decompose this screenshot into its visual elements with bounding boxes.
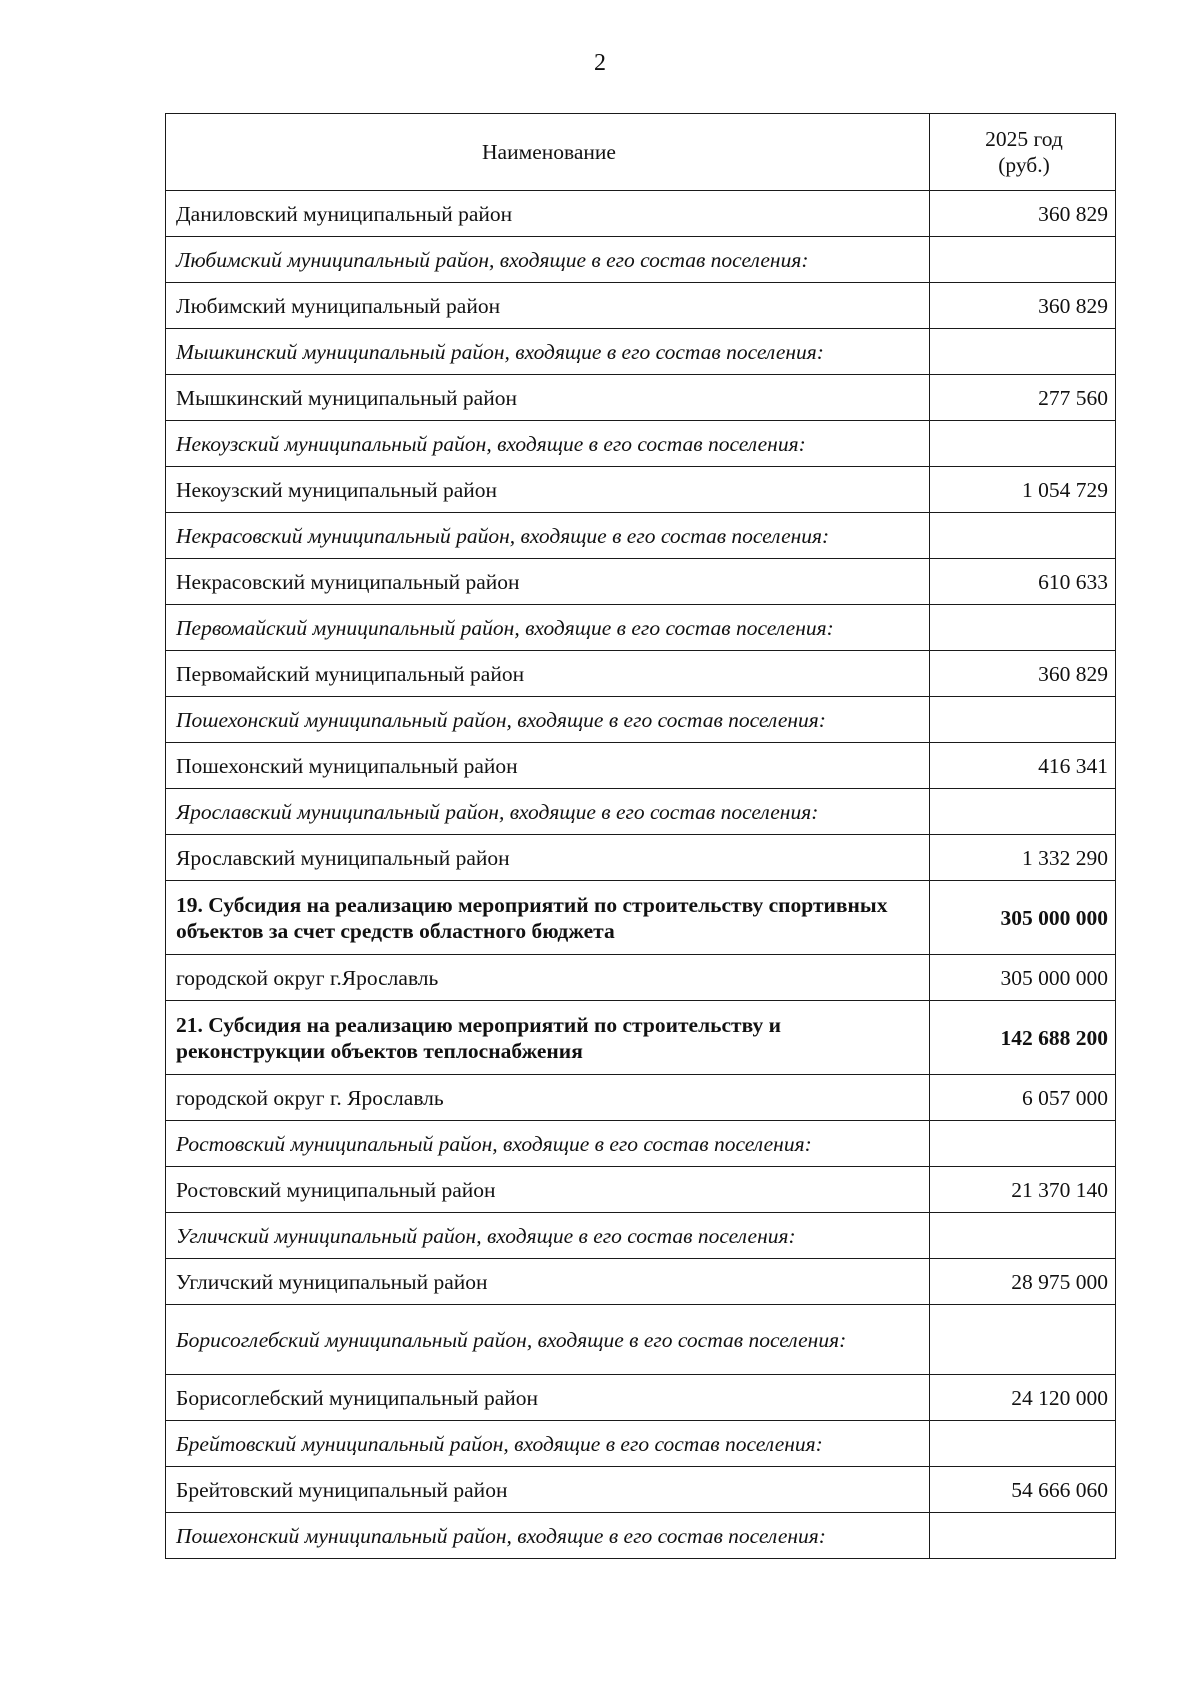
table-row (166, 743, 1116, 789)
table-row (166, 1467, 1116, 1513)
row-amount-cell: 305 000 000 (930, 955, 1116, 1001)
row-amount-cell: 360 829 (930, 283, 1116, 329)
row-name-cell: Ярославский муниципальный район (166, 835, 930, 881)
table-row (166, 191, 1116, 237)
table-row (166, 559, 1116, 605)
row-amount-cell (930, 1121, 1116, 1167)
row-name-cell: Угличский муниципальный район, входящие в его состав поселения: (166, 1213, 930, 1259)
row-name-cell: Пошехонский муниципальный район (166, 743, 930, 789)
row-amount-cell (930, 513, 1116, 559)
row-name-cell: 21. Субсидия на реализацию мероприятий по строительству и реконструкции объектов теплоснабжения (166, 1001, 930, 1075)
table-row (166, 955, 1116, 1001)
row-name-cell: Ростовский муниципальный район (166, 1167, 930, 1213)
table-row (166, 789, 1116, 835)
row-name-cell: 19. Субсидия на реализацию мероприятий по строительству спортивных объектов за счет средств областного бюджета (166, 881, 930, 955)
row-amount-cell: 360 829 (930, 191, 1116, 237)
table-row (166, 513, 1116, 559)
table-row (166, 1305, 1116, 1375)
row-amount-cell: 24 120 000 (930, 1375, 1116, 1421)
budget-table (165, 113, 1116, 1559)
table-row (166, 1421, 1116, 1467)
row-name-cell: Брейтовский муниципальный район, входящие в его состав поселения: (166, 1421, 930, 1467)
row-amount-cell: 142 688 200 (930, 1001, 1116, 1075)
table-row (166, 697, 1116, 743)
row-amount-cell: 6 057 000 (930, 1075, 1116, 1121)
table-row (166, 605, 1116, 651)
row-name-cell: Брейтовский муниципальный район (166, 1467, 930, 1513)
table-row (166, 651, 1116, 697)
row-amount-cell: 305 000 000 (930, 881, 1116, 955)
page-number: 2 (594, 50, 606, 76)
row-amount-cell (930, 789, 1116, 835)
table-row (166, 835, 1116, 881)
row-name-cell: Некоузский муниципальный район, входящие в его состав поселения: (166, 421, 930, 467)
row-name-cell: Первомайский муниципальный район (166, 651, 930, 697)
header-name: Наименование (166, 114, 930, 191)
row-name-cell: Даниловский муниципальный район (166, 191, 930, 237)
row-amount-cell: 54 666 060 (930, 1467, 1116, 1513)
table-row (166, 237, 1116, 283)
header-amount-year: 2025 год (985, 127, 1063, 151)
row-amount-cell: 28 975 000 (930, 1259, 1116, 1305)
table-row (166, 375, 1116, 421)
table-row (166, 467, 1116, 513)
row-name-cell: Борисоглебский муниципальный район, входящие в его состав поселения: (166, 1305, 930, 1375)
row-amount-cell (930, 1305, 1116, 1375)
row-name-cell: Ярославский муниципальный район, входящие в его состав поселения: (166, 789, 930, 835)
row-name-cell: Борисоглебский муниципальный район (166, 1375, 930, 1421)
header-amount-unit: (руб.) (998, 153, 1050, 177)
table-header-row (166, 114, 1116, 191)
row-name-cell: городской округ г.Ярославль (166, 955, 930, 1001)
table-body (166, 191, 1116, 1559)
row-name-cell: Некоузский муниципальный район (166, 467, 930, 513)
row-amount-cell: 610 633 (930, 559, 1116, 605)
row-name-cell: Пошехонский муниципальный район, входящие в его состав поселения: (166, 1513, 930, 1559)
row-amount-cell (930, 421, 1116, 467)
table-row (166, 1375, 1116, 1421)
table-row (166, 1167, 1116, 1213)
row-amount-cell (930, 1513, 1116, 1559)
row-name-cell: Пошехонский муниципальный район, входящие в его состав поселения: (166, 697, 930, 743)
row-amount-cell: 277 560 (930, 375, 1116, 421)
row-name-cell: Мышкинский муниципальный район, входящие в его состав поселения: (166, 329, 930, 375)
row-name-cell: Мышкинский муниципальный район (166, 375, 930, 421)
row-amount-cell: 360 829 (930, 651, 1116, 697)
row-name-cell: Некрасовский муниципальный район (166, 559, 930, 605)
row-name-cell: Первомайский муниципальный район, входящие в его состав поселения: (166, 605, 930, 651)
table-row (166, 421, 1116, 467)
row-name-cell: городской округ г. Ярославль (166, 1075, 930, 1121)
row-amount-cell (930, 1421, 1116, 1467)
row-amount-cell (930, 697, 1116, 743)
row-amount-cell (930, 329, 1116, 375)
table-row (166, 1075, 1116, 1121)
table-row (166, 283, 1116, 329)
header-amount (930, 114, 1116, 191)
table-row (166, 1121, 1116, 1167)
row-amount-cell: 416 341 (930, 743, 1116, 789)
row-amount-cell: 1 332 290 (930, 835, 1116, 881)
row-name-cell: Некрасовский муниципальный район, входящие в его состав поселения: (166, 513, 930, 559)
row-name-cell: Любимский муниципальный район, входящие в его состав поселения: (166, 237, 930, 283)
table-row (166, 1259, 1116, 1305)
row-name-cell: Любимский муниципальный район (166, 283, 930, 329)
table-row (166, 881, 1116, 955)
row-amount-cell (930, 605, 1116, 651)
row-amount-cell (930, 237, 1116, 283)
table-row (166, 329, 1116, 375)
row-amount-cell (930, 1213, 1116, 1259)
table-row (166, 1001, 1116, 1075)
table-row (166, 1213, 1116, 1259)
row-name-cell: Ростовский муниципальный район, входящие в его состав поселения: (166, 1121, 930, 1167)
row-amount-cell: 1 054 729 (930, 467, 1116, 513)
table-row (166, 1513, 1116, 1559)
row-amount-cell: 21 370 140 (930, 1167, 1116, 1213)
row-name-cell: Угличский муниципальный район (166, 1259, 930, 1305)
